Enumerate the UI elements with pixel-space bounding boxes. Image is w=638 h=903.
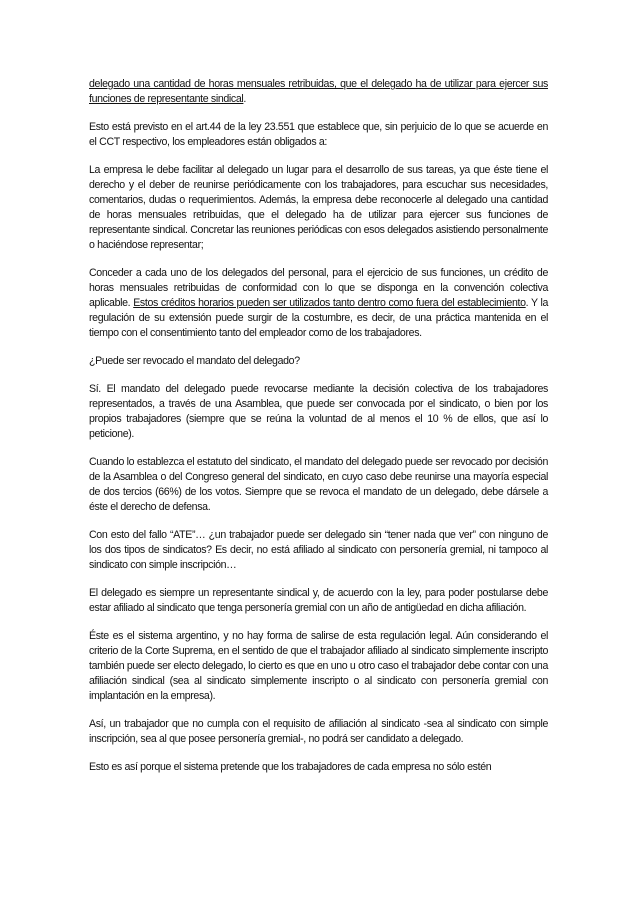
- paragraph-4: [89, 266, 548, 341]
- underlined-text: Estos créditos horarios pueden ser utilizados tanto dentro como fuera del establecimiento: [133, 297, 526, 309]
- paragraph-8: Con esto del fallo “ATE”… ¿un trabajador puede ser delegado sin “tener nada que ver” con ninguno de los dos tipos de sindicatos? Es decir, no está afiliado al sindicato con personería gremial, ni tampoco al sindicato con simple inscripción…: [89, 529, 548, 571]
- document-body: [89, 77, 548, 788]
- paragraph-7: Cuando lo establezca el estatuto del sindicato, el mandato del delegado puede ser revocado por decisión de la Asamblea o del Congreso general del sindicato, en cuyo caso debe reunirse una mayoría especial de dos tercios (66%) de los votos. Siempre que se revoca el mandato de un delegado, debe dársele a éste el derecho de defensa.: [89, 456, 548, 513]
- question-heading: ¿Puede ser revocado el mandato del delegado?: [89, 355, 300, 367]
- paragraph-3: La empresa le debe facilitar al delegado un lugar para el desarrollo de sus tareas, ya que éste tiene el derecho y el deber de reunirse periódicamente con los trabajadores, para escuchar sus necesidades, comentarios, dudas o requerimientos. Además, la empresa debe reconocerle al delegado una cantidad de horas mensuales retribuidas, que el delegado ha de utilizar para ejercer sus funciones de representante sindical. Concretar las reuniones periódicas con esos delegados asistiendo personalmente o haciéndose representar;: [89, 164, 548, 251]
- paragraph-6: Sí. El mandato del delegado puede revocarse mediante la decisión colectiva de los trabajadores representados, a través de una Asamblea, que puede ser convocada por el sindicato, o bien por los propios trabajadores (siempre que se reúna la voluntad de al menos el 10 % de ellos, que así lo peticione).: [89, 383, 548, 440]
- underlined-text: delegado una cantidad de horas mensuales retribuidas, que el delegado ha de utilizar para ejercer sus funciones de representante sindical: [89, 78, 548, 105]
- paragraph-12: Esto es así porque el sistema pretende que los trabajadores de cada empresa no sólo estén: [89, 761, 492, 773]
- paragraph-text: Conceder a cada uno de los delegados del personal, para el ejercicio de sus funciones, un crédito de horas mensuales retribuidas de conformidad con lo que se disponga en la convención colectiva aplicable.: [89, 267, 548, 309]
- paragraph-9: El delegado es siempre un representante sindical y, de acuerdo con la ley, para poder postularse debe estar afiliado al sindicato que tenga personería gremial con un año de antigüedad en dicha afiliación.: [89, 587, 548, 614]
- paragraph-11: Así, un trabajador que no cumpla con el requisito de afiliación al sindicato -sea al sindicato con simple inscripción, sea al que posee personería gremial-, no podrá ser candidato a delegado.: [89, 718, 548, 745]
- paragraph-10: Éste es el sistema argentino, y no hay forma de salirse de esta regulación legal. Aún considerando el criterio de la Corte Suprema, en el sentido de que el trabajador afiliado al sindicato simplemente inscripto también puede ser electo delegado, lo cierto es que en uno u otro caso el trabajador debe contar con una afiliación sindical (sea al sindicato simplemente inscripto o al sindicato con personería gremial con implantación en la empresa).: [89, 630, 548, 702]
- paragraph-2: Esto está previsto en el art.44 de la ley 23.551 que establece que, sin perjuicio de lo que se acuerde en el CCT respectivo, los empleadores están obligados a:: [89, 121, 548, 148]
- paragraph-text: .: [243, 93, 247, 105]
- paragraph-text: . Y la regulación de su extensión puede surgir de la costumbre, es decir, de una práctica mantenida en el tiempo con el consentimiento tanto del empleador como de los trabajadores.: [89, 297, 548, 339]
- paragraph-1: [89, 77, 548, 107]
